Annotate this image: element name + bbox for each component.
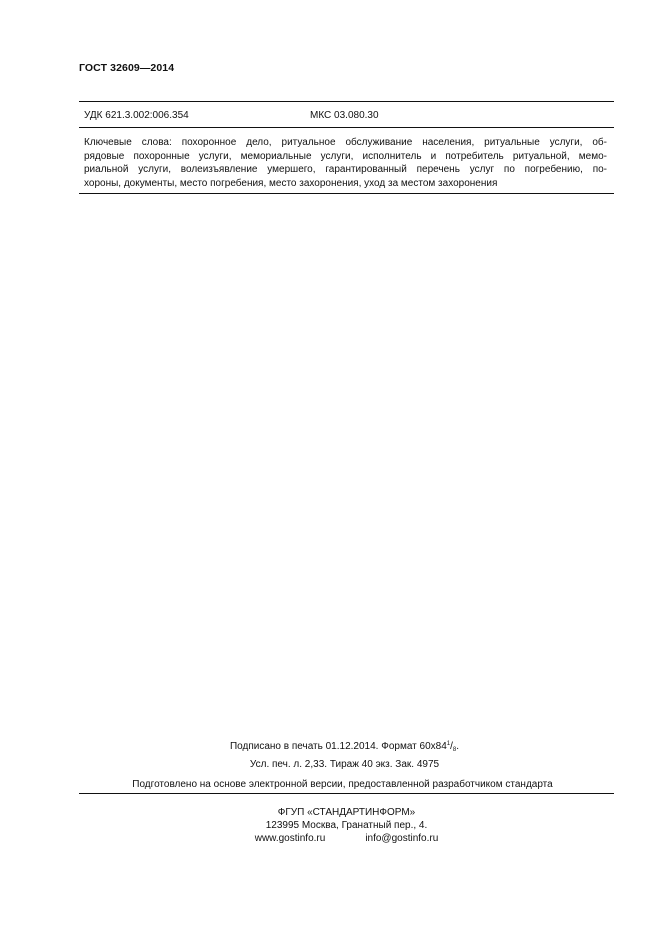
udk-code: УДК 621.3.002:006.354 — [84, 110, 189, 121]
print-info: Усл. печ. л. 2,33. Тираж 40 экз. Зак. 4975 — [249, 759, 440, 770]
format-denominator: 8 — [452, 747, 457, 753]
keywords-line: риальной услуги, волеизъявление умершего, гарантированный перечень услуг по погребению, по- — [84, 164, 607, 175]
publisher-email: info@gostinfo.ru — [365, 833, 439, 844]
publisher-contacts — [16, 832, 661, 846]
keywords-block — [84, 136, 607, 190]
mks-code: МКС 03.080.30 — [310, 110, 379, 121]
keywords-line: Ключевые слова: похоронное дело, ритуальное обслуживание населения, ритуальные услуги, об- — [84, 137, 607, 148]
format-end: . — [456, 741, 460, 752]
top-divider — [79, 101, 614, 102]
signed-text: Подписано в печать 01.12.2014. Формат 60x84 — [229, 741, 447, 752]
format-separator: / — [450, 741, 453, 752]
signed-for-print — [14, 741, 661, 753]
keywords-line: рядовые похоронные услуги, мемориальные услуги, исполнитель и потребитель ритуальной, мемо- — [84, 150, 607, 162]
publisher-address: 123995 Москва, Гранатный пер., 4. — [265, 820, 428, 831]
publisher-website: www.gostinfo.ru — [254, 833, 326, 844]
keywords-line: хороны, документы, место погребения, место захоронения, уход за местом захоронения — [84, 177, 498, 189]
format-numerator: 1 — [446, 741, 451, 747]
classification-divider — [79, 127, 614, 128]
publisher-divider — [79, 793, 614, 794]
publisher-name: ФГУП «СТАНДАРТИНФОРМ» — [277, 807, 416, 818]
prepared-note: Подготовлено на основе электронной версии, предоставленной разработчиком стандарта — [132, 779, 553, 790]
keywords-divider — [79, 193, 614, 194]
standard-designation: ГОСТ 32609—2014 — [79, 62, 175, 74]
